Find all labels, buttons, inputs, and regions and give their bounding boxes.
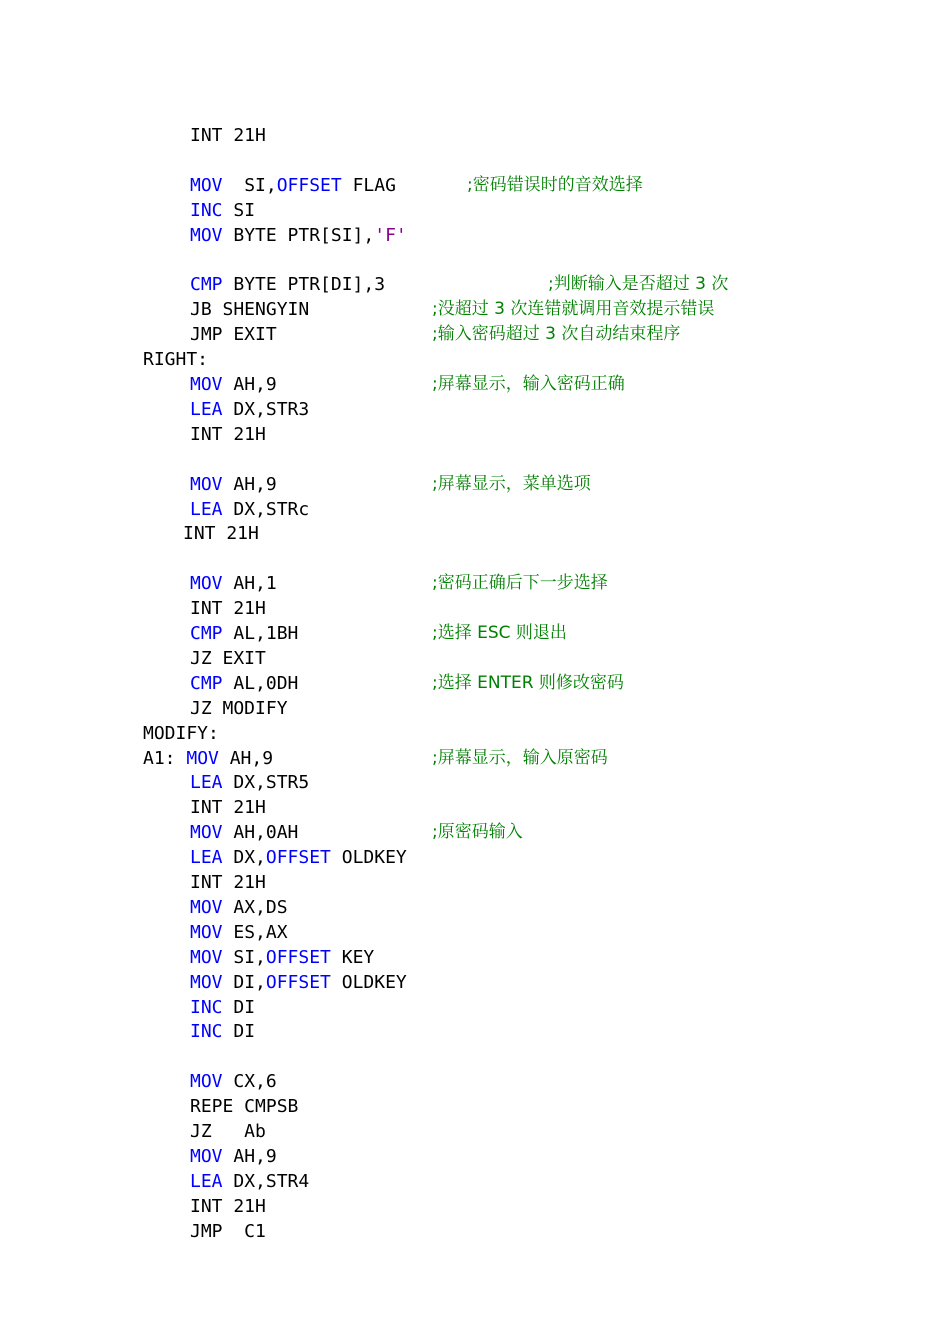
code-token: AX,DS (222, 896, 288, 918)
code-text (143, 721, 219, 746)
code-token: BYTE PTR[SI], (222, 224, 375, 246)
keyword-token: LEA (190, 772, 223, 794)
code-text (190, 920, 288, 945)
code-text (190, 621, 298, 646)
code-text (190, 272, 385, 297)
code-text (190, 995, 255, 1020)
keyword-token: LEA (190, 498, 223, 520)
code-text (143, 347, 208, 372)
keyword-token: MOV (190, 921, 223, 943)
code-text (190, 820, 298, 845)
code-text (190, 845, 407, 870)
code-comment: ;屏幕显示，输入密码正确 (432, 374, 625, 394)
code-text (190, 297, 309, 322)
code-token: FLAG (341, 174, 396, 196)
code-text (190, 223, 407, 248)
code-text (190, 696, 288, 721)
code-token: JMP EXIT (190, 324, 277, 346)
code-text (190, 596, 266, 621)
keyword-token: LEA (190, 398, 223, 420)
keyword-token: MOV (190, 573, 223, 595)
keyword-token: OFFSET (265, 847, 331, 869)
keyword-token: MOV (190, 224, 223, 246)
keyword-token: LEA (190, 847, 223, 869)
code-token: AL,1BH (222, 623, 299, 644)
code-token: INT 21H (183, 523, 259, 545)
code-text (190, 1119, 266, 1144)
code-token: AH,1 (222, 573, 277, 595)
keyword-token: MOV (186, 747, 219, 769)
keyword-token: MOV (190, 946, 223, 968)
code-token: AH,9 (222, 1145, 277, 1167)
code-text (190, 1144, 277, 1169)
code-text (190, 1094, 298, 1119)
code-token: AL,0DH (222, 672, 299, 694)
code-token: INT 21H (190, 797, 266, 819)
code-comment: ;屏幕显示，菜单选项 (432, 473, 591, 494)
keyword-token: CMP (190, 623, 223, 644)
code-text (190, 1019, 255, 1044)
code-token: SI, (222, 174, 277, 196)
code-comment: ;选择 ENTER 则修改密码 (432, 672, 624, 693)
keyword-token: MOV (190, 971, 223, 993)
keyword-token: OFFSET (265, 971, 331, 993)
code-text (190, 198, 255, 223)
code-token: INT 21H (190, 872, 266, 893)
code-token: AH,0AH (222, 822, 299, 844)
code-token: INT 21H (190, 423, 266, 445)
string-token: 'F' (374, 224, 407, 246)
code-token: DX,STR3 (222, 398, 310, 420)
code-text (190, 1069, 277, 1094)
code-comment: ;原密码输入 (432, 822, 523, 843)
code-token: REPE CMPSB (190, 1096, 299, 1118)
code-token: A1: (143, 747, 187, 769)
keyword-token: INC (190, 996, 223, 1018)
code-comment: ;判断输入是否超过 3 次 (548, 274, 729, 295)
code-token: AH,9 (218, 747, 274, 769)
code-text (190, 671, 298, 696)
keyword-token: MOV (190, 1145, 223, 1167)
code-token: SI, (222, 946, 266, 968)
code-token: DX,STR5 (222, 772, 310, 794)
code-token: AH,9 (222, 374, 277, 395)
keyword-token: CMP (190, 274, 223, 296)
keyword-token: MOV (190, 1071, 223, 1093)
code-comment: ;没超过 3 次连错就调用音效提示错误 (432, 299, 715, 320)
code-text (190, 1194, 266, 1219)
code-token: OLDKEY (330, 971, 407, 993)
keyword-token: OFFSET (276, 174, 342, 196)
code-text (190, 1219, 266, 1244)
keyword-token: MOV (190, 374, 223, 395)
code-text (190, 795, 266, 820)
code-text (190, 397, 309, 422)
code-token: DX,STR4 (222, 1170, 310, 1192)
keyword-token: MOV (190, 174, 223, 196)
code-text (190, 372, 277, 397)
code-token: JB SHENGYIN (190, 299, 310, 321)
code-token: CX,6 (222, 1071, 277, 1093)
code-text (190, 422, 266, 447)
code-text (190, 571, 277, 596)
code-token: OLDKEY (330, 847, 407, 869)
code-text (183, 521, 259, 546)
code-token: DI (222, 1021, 256, 1043)
code-text (143, 746, 273, 771)
code-token: DI, (222, 971, 266, 993)
code-token: AH,9 (222, 473, 277, 495)
code-comment: ;密码正确后下一步选择 (432, 573, 608, 594)
keyword-token: MOV (190, 473, 223, 495)
code-token: DX,STRc (222, 498, 310, 520)
code-text (190, 970, 407, 995)
code-token: KEY (330, 946, 375, 968)
code-token: INT 21H (190, 125, 266, 146)
keyword-token: LEA (190, 1170, 223, 1192)
code-text (190, 1169, 309, 1194)
code-token: INT 21H (190, 1195, 266, 1217)
code-token: INT 21H (190, 598, 266, 620)
code-comment: ;屏幕显示，输入原密码 (432, 747, 608, 768)
code-text (190, 173, 396, 198)
keyword-token: MOV (190, 822, 223, 844)
keyword-token: MOV (190, 896, 223, 918)
code-text (190, 646, 266, 671)
code-token: DI (222, 996, 256, 1018)
code-text (190, 123, 266, 148)
code-token: JZ Ab (190, 1121, 266, 1142)
code-token: DX, (222, 847, 266, 869)
code-text (190, 945, 374, 970)
code-text (190, 497, 309, 522)
code-token: MODIFY: (143, 722, 219, 744)
code-token: RIGHT: (143, 349, 209, 371)
keyword-token: CMP (190, 672, 223, 694)
code-text (190, 770, 309, 795)
code-text (190, 895, 288, 920)
code-token: ES,AX (222, 921, 288, 943)
code-text (190, 322, 277, 347)
code-comment: ;密码错误时的音效选择 (467, 174, 643, 195)
code-text (190, 870, 266, 895)
code-token: BYTE PTR[DI],3 (222, 274, 386, 296)
code-token: JZ EXIT (190, 647, 266, 669)
keyword-token: INC (190, 199, 223, 221)
code-comment: ;输入密码超过 3 次自动结束程序 (432, 324, 681, 345)
code-token: JZ MODIFY (190, 697, 288, 719)
keyword-token: INC (190, 1021, 223, 1043)
code-text (190, 472, 277, 497)
code-comment: ;选择 ESC 则退出 (432, 623, 567, 643)
keyword-token: OFFSET (265, 946, 331, 968)
code-token: SI (222, 199, 256, 221)
code-token: JMP C1 (190, 1220, 266, 1242)
